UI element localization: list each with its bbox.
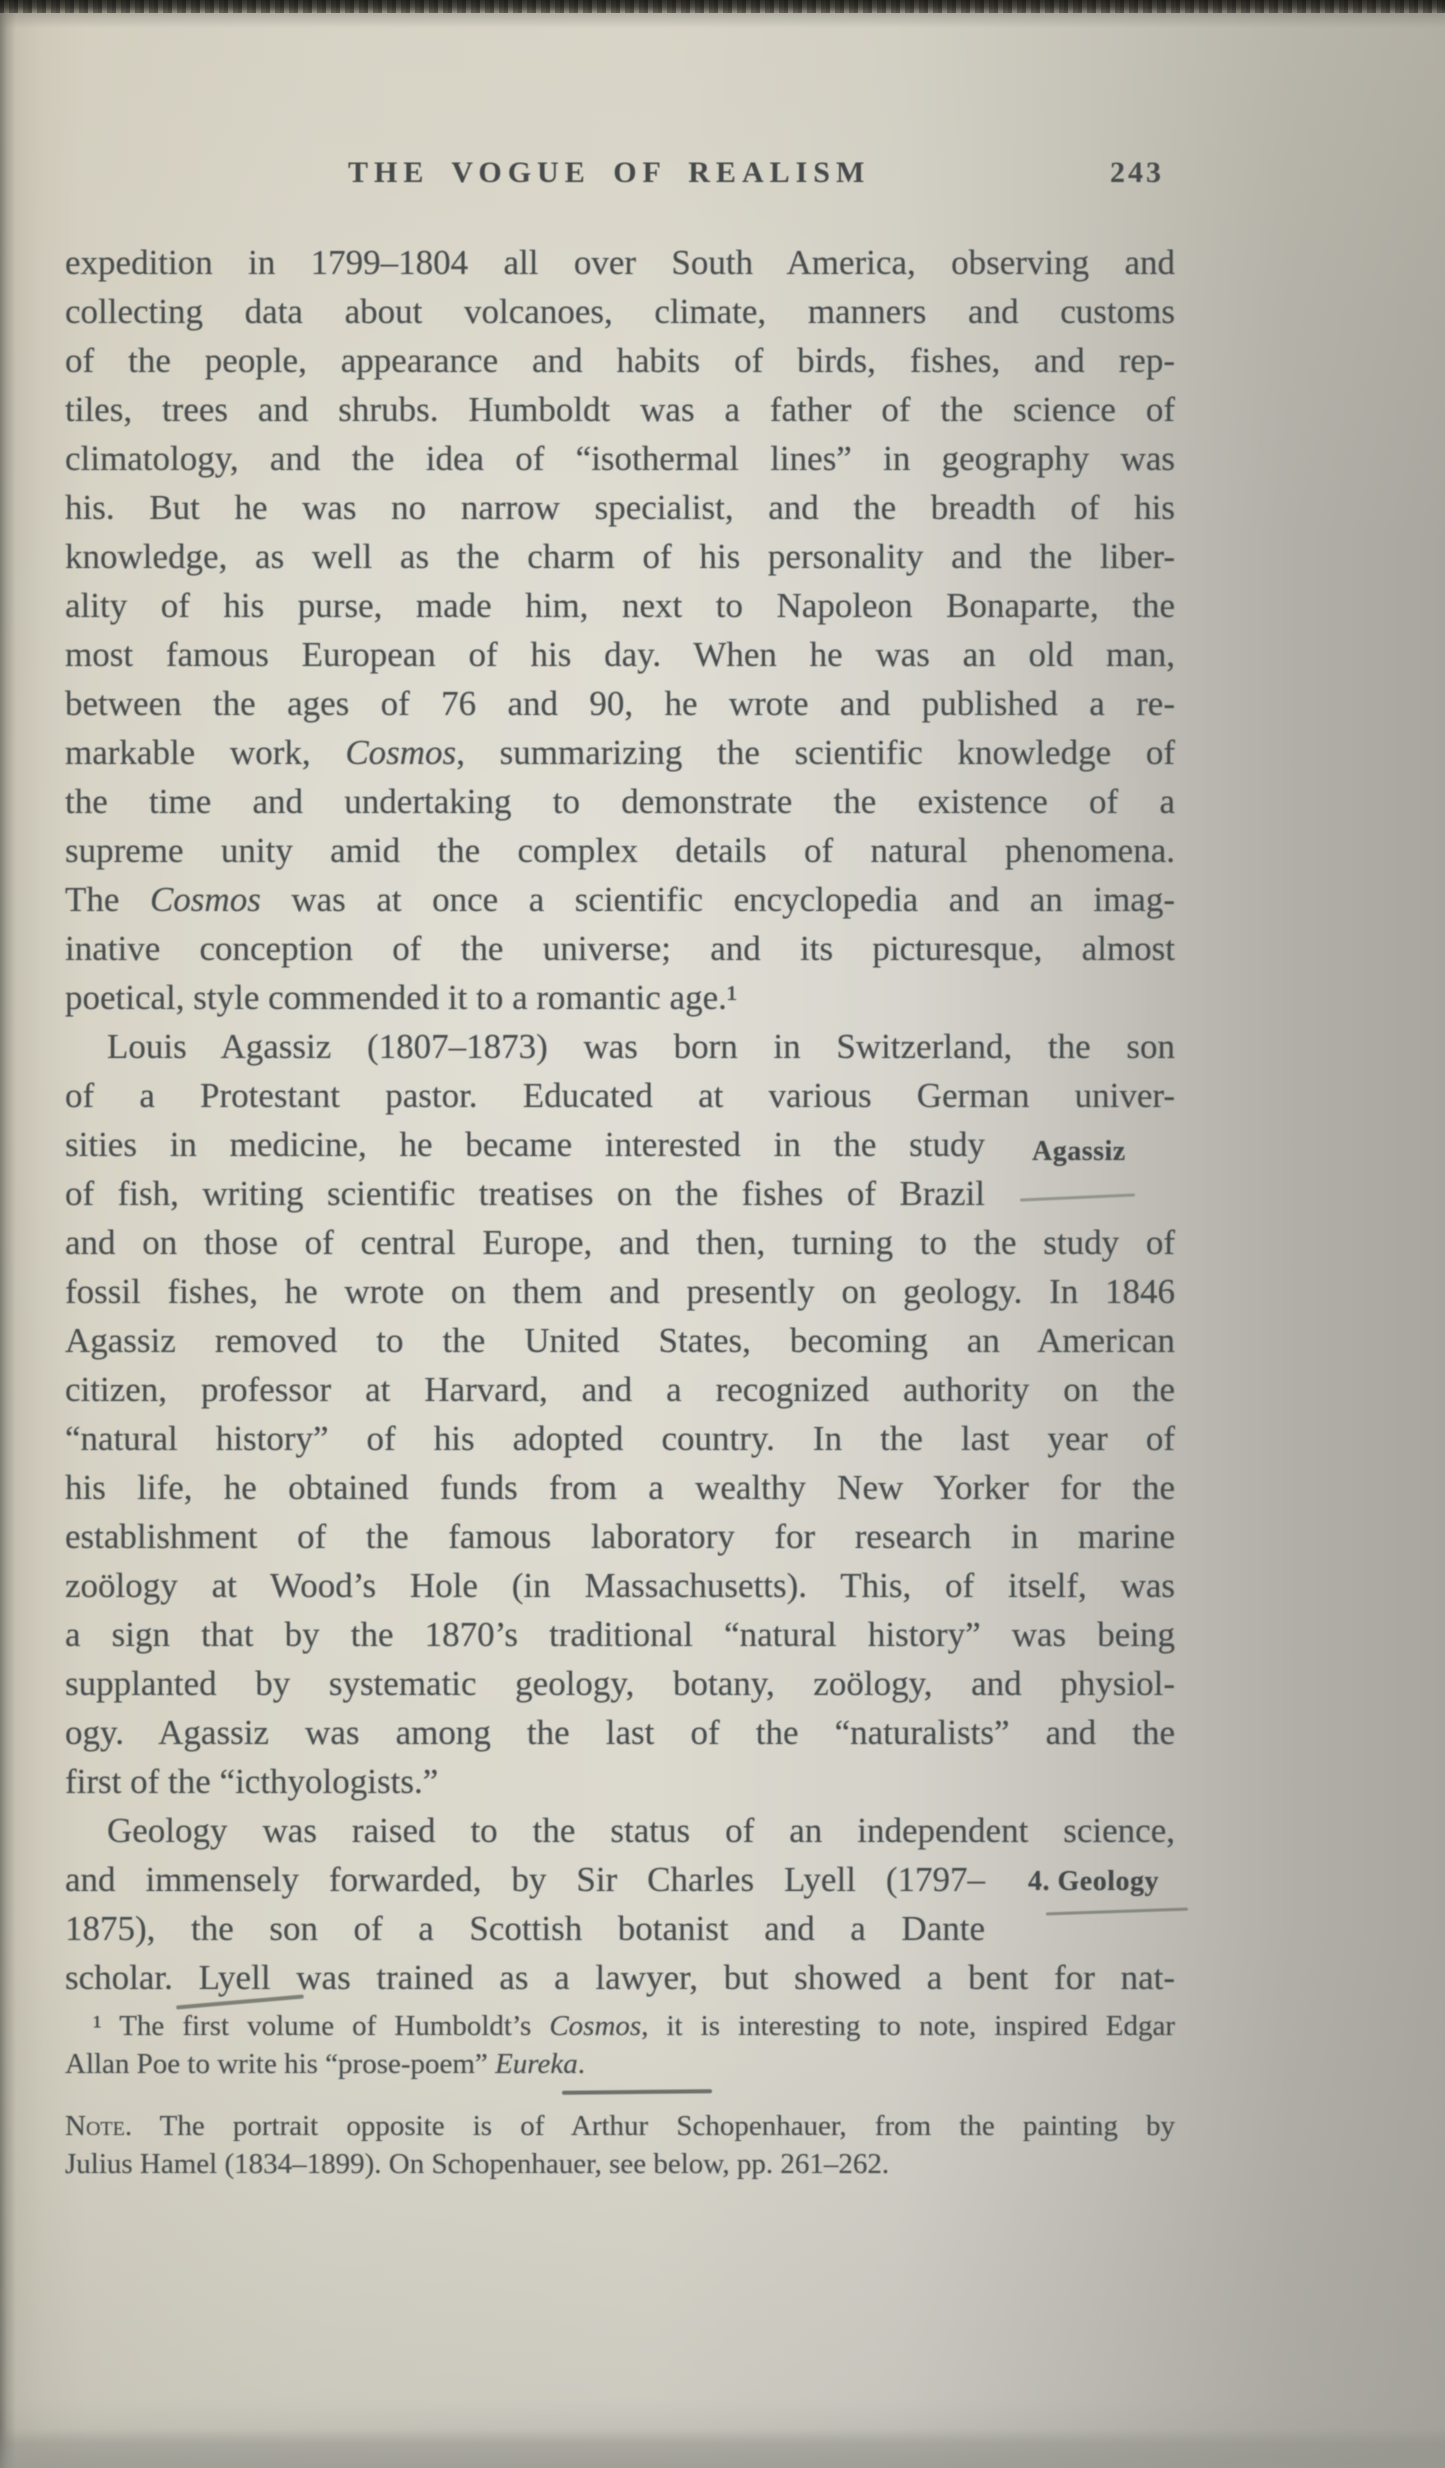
running-head-title: THE VOGUE OF REALISM [348,156,871,189]
margin-note-geology: 4. Geology [1028,1866,1159,1897]
text-line: expedition in 1799–1804 all over South America, observing and [65,243,1175,282]
text-line: ¹ The first volume of Humboldt’s Cosmos, it is interesting to note, inspired Edgar [93,2010,1176,2042]
text-line: first of the “icthyologists.” [65,1762,439,1801]
text-line: 1875), the son of a Scottish botanist and a Dante [65,1909,985,1948]
body-text-column [65,238,1175,2002]
text-line: establishment of the famous laboratory for research in marine [65,1517,1175,1556]
underline-mark-eureka [562,2089,712,2095]
text-line: Louis Agassiz (1807–1873) was born in Switzerland, the son [107,1027,1175,1066]
text-line: his. But he was no narrow specialist, and the breadth of his [65,488,1175,527]
text-line: inative conception of the universe; and its picturesque, almost [65,929,1175,968]
text-line: and immensely forwarded, by Sir Charles Lyell (1797– [65,1860,985,1899]
text-line: climatology, and the idea of “isothermal lines” in geography was [65,439,1175,478]
text-line: markable work, Cosmos, summarizing the scientific knowledge of [65,733,1175,772]
editor-note [65,2107,1175,2183]
text-line: Julius Hamel (1834–1899). On Schopenhauer, see below, pp. 261–262. [65,2148,890,2180]
paragraph [65,1022,1175,1806]
text-line: of a Protestant pastor. Educated at various German univer- [65,1076,1175,1115]
text-line: ogy. Agassiz was among the last of the “naturalists” and the [65,1713,1175,1752]
text-line: collecting data about volcanoes, climate, manners and customs [65,292,1175,331]
page-number: 243 [1110,156,1164,189]
text-line: between the ages of 76 and 90, he wrote and published a re- [65,684,1175,723]
text-line: Agassiz removed to the United States, becoming an American [65,1321,1175,1360]
text-line: scholar. Lyell was trained as a lawyer, but showed a bent for nat- [65,1958,1175,1997]
text-line: zoölogy at Wood’s Hole (in Massachusetts). This, of itself, was [65,1566,1175,1605]
text-line: fossil fishes, he wrote on them and presently on geology. In 1846 [65,1272,1175,1311]
text-line: and on those of central Europe, and then, turning to the study of [65,1223,1175,1262]
text-line: citizen, professor at Harvard, and a recognized authority on the [65,1370,1175,1409]
text-line: “natural history” of his adopted country. In the last year of [65,1419,1175,1458]
text-line: supreme unity amid the complex details of natural phenomena. [65,831,1175,870]
text-line: knowledge, as well as the charm of his personality and the liber- [65,537,1175,576]
paragraph [65,238,1175,1022]
margin-note-agassiz: Agassiz [1032,1136,1126,1167]
text-line: of the people, appearance and habits of birds, fishes, and rep- [65,341,1175,380]
text-line: of fish, writing scientific treatises on the fishes of Brazil [65,1174,985,1213]
text-line: a sign that by the 1870’s traditional “natural history” was being [65,1615,1175,1654]
text-line: most famous European of his day. When he was an old man, [65,635,1175,674]
text-line: The Cosmos was at once a scientific encyclopedia and an imag- [65,880,1175,919]
text-line: Geology was raised to the status of an independent science, [107,1811,1175,1850]
text-line: his life, he obtained funds from a wealthy New Yorker for the [65,1468,1175,1507]
page-bottom-edge [0,2428,1445,2468]
text-line: sities in medicine, he became interested in the study [65,1125,985,1164]
text-line: tiles, trees and shrubs. Humboldt was a father of the science of [65,390,1175,429]
text-line: ality of his purse, made him, next to Napoleon Bonaparte, the [65,586,1175,625]
paragraph [65,1806,1175,2002]
footnote [65,2007,1175,2083]
photo-top-edge [0,0,1445,13]
text-line: Note. The portrait opposite is of Arthur Schopenhauer, from the painting by [65,2110,1175,2142]
text-line: supplanted by systematic geology, botany, zoölogy, and physiol- [65,1664,1175,1703]
text-line: Allan Poe to write his “prose-poem” Eureka. [65,2048,585,2080]
text-line: the time and undertaking to demonstrate the existence of a [65,782,1175,821]
text-line: poetical, style commended it to a romantic age.¹ [65,978,738,1017]
